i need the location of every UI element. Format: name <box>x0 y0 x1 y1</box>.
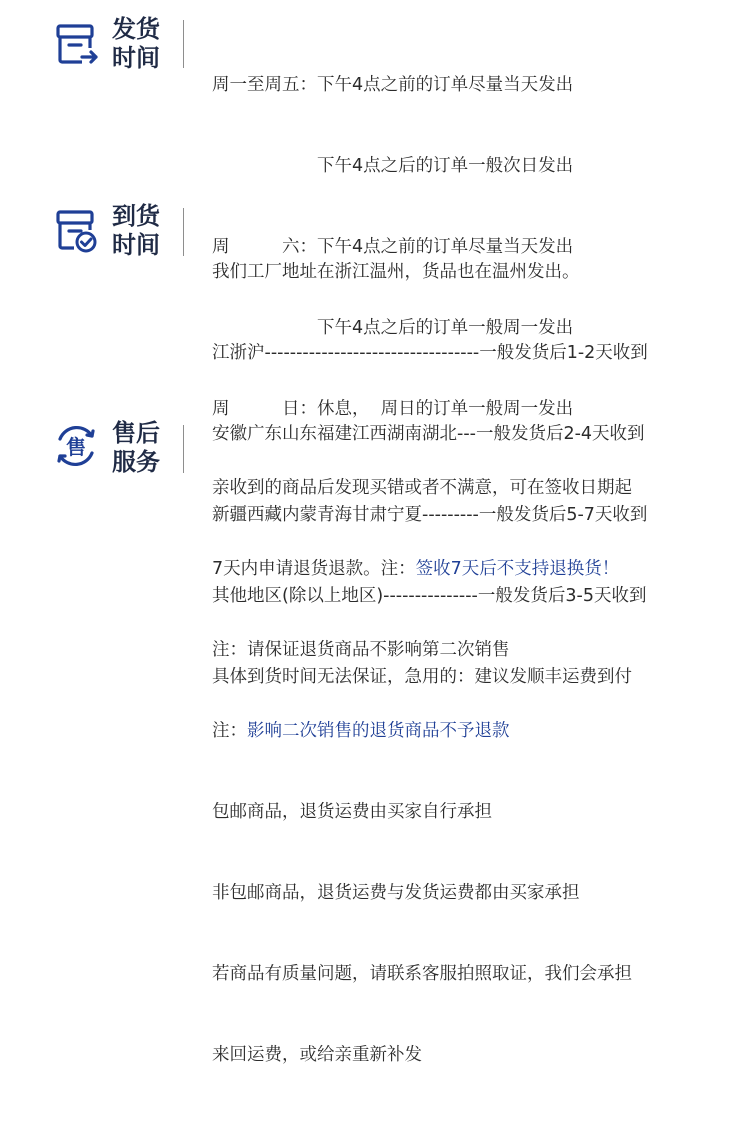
arrival-line: 安徽广东山东福建江西湖南湖北---一般发货后2-4天收到 <box>212 424 645 444</box>
arrival-line: 其他地区(除以上地区)---------------一般发货后3-5天收到 <box>212 586 647 606</box>
aftersale-line: 包邮商品，退货运费由买家自行承担 <box>212 802 492 822</box>
aftersale-title <box>112 419 172 477</box>
shipping-line: 周 六：下午4点之前的订单尽量当天发出 <box>212 237 574 257</box>
shipping-title <box>112 15 172 73</box>
box-icon <box>52 22 100 70</box>
shipping-line: 下午4点之后的订单一般次日发出 <box>212 156 574 176</box>
aftersale-line-prefix: 7天内申请退货退款。注： <box>212 559 416 579</box>
aftersale-line: 来回运费，或给亲重新补发 <box>212 1045 422 1065</box>
aftersale-line-prefix: 注： <box>212 721 247 741</box>
aftersale-content <box>212 421 632 1123</box>
divider <box>183 208 184 256</box>
aftersale-line: 注：请保证退货商品不影响第二次销售 <box>212 640 510 660</box>
arrival-line: 江浙沪----------------------------------一般发货后1-2天收到 <box>212 343 648 363</box>
aftersale-line: 非包邮商品，退货运费与发货运费都由买家承担 <box>212 883 580 903</box>
arrival-line: 我们工厂地址在浙江温州，货品也在温州发出。 <box>212 262 580 282</box>
shipping-line: 周一至周五：下午4点之前的订单尽量当天发出 <box>212 75 574 95</box>
aftersale-line: 若商品有质量问题，请联系客服拍照取证，我们会承担 <box>212 964 632 984</box>
aftersale-highlight: 签收7天后不支持退换货！ <box>415 559 620 579</box>
arrival-line: 新疆西藏内蒙青海甘肃宁夏---------一般发货后5-7天收到 <box>212 505 648 525</box>
shou-badge-icon <box>52 422 100 470</box>
arrival-title-line2: 时间 <box>112 231 160 259</box>
box-check-icon <box>52 208 100 256</box>
aftersale-title-line1: 售后 <box>112 419 160 447</box>
divider <box>183 425 184 473</box>
aftersale-title-line2: 服务 <box>112 448 160 476</box>
aftersale-highlight: 影响二次销售的退货商品不予退款 <box>247 721 510 741</box>
arrival-line: 具体到货时间无法保证，急用的：建议发顺丰运费到付 <box>212 667 632 687</box>
shipping-line: 周 日：休息， 周日的订单一般周一发出 <box>212 399 574 419</box>
shipping-line: 下午4点之后的订单一般周一发出 <box>212 318 574 338</box>
arrival-title <box>112 202 172 260</box>
shou-glyph: 售 <box>66 435 86 459</box>
divider <box>183 20 184 68</box>
aftersale-line: 亲收到的商品后发现买错或者不满意，可在签收日期起 <box>212 478 632 498</box>
aftersale-line <box>212 718 632 745</box>
shipping-title-line2: 时间 <box>112 44 160 72</box>
shipping-title-line1: 发货 <box>112 15 160 43</box>
arrival-title-line1: 到货 <box>112 202 160 230</box>
aftersale-line <box>212 556 632 583</box>
